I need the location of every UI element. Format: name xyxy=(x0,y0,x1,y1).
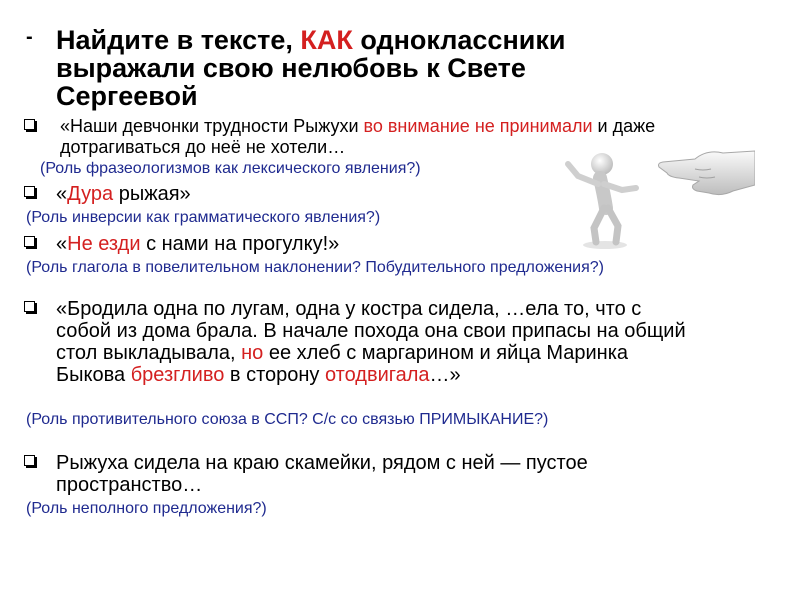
note-4: (Роль противительного союза в ССП? С/с со связью ПРИМЫКАНИЕ?) xyxy=(26,411,549,428)
quote-3-text-2: с нами на прогулку!» xyxy=(140,233,340,255)
quote-2-text-1: « xyxy=(56,183,68,205)
quote-4-text-4: …» xyxy=(429,364,461,386)
quote-5-text-1: Рыжуха сидела на краю скамейки, рядом с ней — пустое пространство… xyxy=(56,452,588,496)
quote-5 xyxy=(56,452,696,496)
title-highlight: КАК xyxy=(300,25,353,55)
quote-4-text-1: «Бродила одна по лугам, одна у костра сидела, …ела то, что с собой из дома брала. В начале похода она свои припасы на общий стол выкладывала, xyxy=(56,298,686,364)
quote-4-text-2: ее хлеб с маргарином и яйца Маринка Быкова xyxy=(56,342,629,386)
title-part-2: одноклассники выражали свою нелюбовь к Свете Сергеевой xyxy=(56,25,566,111)
quote-2-text-2: рыжая» xyxy=(113,183,191,205)
note-2: (Роль инверсии как грамматического явления?) xyxy=(26,209,381,226)
quote-4-text-3: в сторону xyxy=(224,364,325,386)
bullet-icon xyxy=(24,301,35,312)
bullet-icon xyxy=(24,455,35,466)
title-part-1: Найдите в тексте, xyxy=(56,25,301,55)
quote-3-text-1: « xyxy=(56,233,68,255)
quote-3 xyxy=(56,233,339,255)
quote-3-highlight: Не езди xyxy=(67,233,141,255)
quote-4 xyxy=(56,298,696,386)
quote-2-highlight: Дура xyxy=(67,183,114,205)
note-3: (Роль глагола в повелительном наклонении? Побудительного предложения?) xyxy=(26,259,604,276)
bullet-icon xyxy=(24,236,35,247)
pointing-hand-icon xyxy=(655,145,755,205)
quote-1-highlight: во внимание не принимали xyxy=(363,116,593,136)
quote-4-highlight-2: брезгливо xyxy=(130,364,225,386)
quote-1-text-2: и даже дотрагиваться до неё не хотели… xyxy=(60,116,656,157)
slide-title xyxy=(56,26,656,110)
note-1: (Роль фразеологизмов как лексического явления?) xyxy=(40,160,421,177)
quote-1-text-1: «Наши девчонки трудности Рыжухи xyxy=(60,116,364,136)
bullet-icon xyxy=(24,119,35,130)
bullet-icon xyxy=(24,186,35,197)
stick-figure-icon xyxy=(560,150,650,250)
title-dash: - xyxy=(26,26,33,48)
quote-2 xyxy=(56,183,191,205)
quote-4-highlight-1: но xyxy=(241,342,264,364)
note-5: (Роль неполного предложения?) xyxy=(26,500,267,517)
quote-4-highlight-3: отодвигала xyxy=(325,364,430,386)
